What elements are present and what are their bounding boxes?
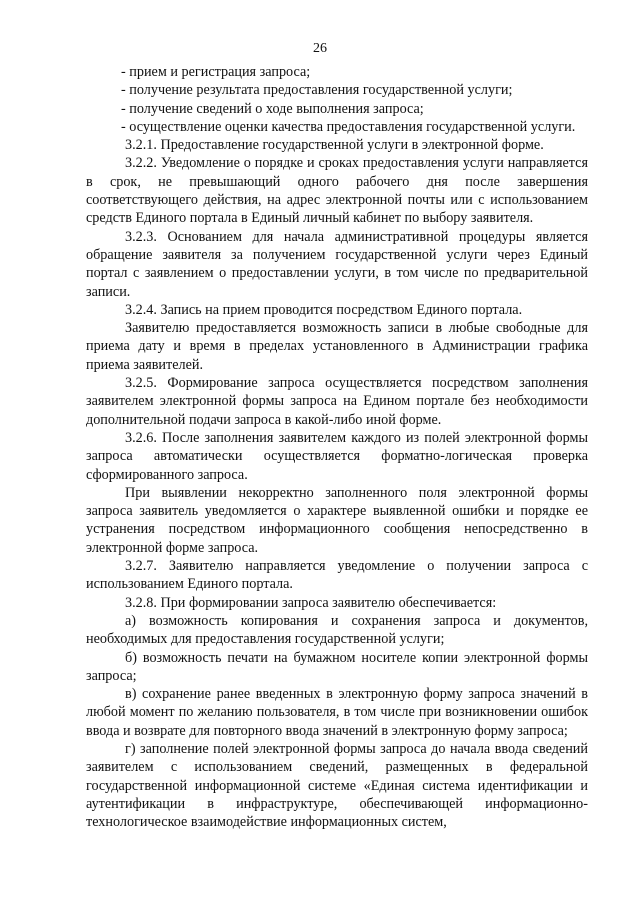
list-item-v: в) сохранение ранее введенных в электронную форму запроса значений в любой момент по желанию пользователя, в том числе при возникновении ошибок ввода и возврате для повторного ввода значений в электронную форму запроса;: [86, 686, 588, 739]
list-item-a: а) возможность копирования и сохранения запроса и документов, необходимых для предоставления государственной услуги;: [86, 612, 588, 648]
page-number: 26: [313, 41, 327, 56]
list-item: - осуществление оценки качества предоставления государственной услуги.: [121, 118, 576, 135]
list-item-b: б) возможность печати на бумажном носителе копии электронной формы запроса;: [86, 649, 588, 684]
document-body: [86, 63, 588, 831]
paragraph: Заявителю предоставляется возможность записи в любые свободные для приема дату и время в пределах установленного в Администрации графика приема заявителей.: [86, 320, 588, 373]
paragraph-3-2-5: 3.2.5. Формирование запроса осуществляется посредством заполнения заявителем электронной формы запроса на Едином портале без необходимости дополнительной подачи запроса в какой-либо иной форме.: [86, 375, 588, 428]
paragraph-3-2-6: 3.2.6. После заполнения заявителем каждого из полей электронной формы запроса автоматически осуществляется форматно-логическая проверка сформированного запроса.: [86, 429, 588, 483]
list-item: - получение сведений о ходе выполнения запроса;: [121, 100, 424, 117]
paragraph-3-2-4: 3.2.4. Запись на прием проводится посредством Единого портала.: [125, 301, 523, 318]
paragraph-3-2-8: 3.2.8. При формировании запроса заявителю обеспечивается:: [125, 594, 497, 611]
list-item: - получение результата предоставления государственной услуги;: [121, 82, 513, 99]
list-item: - прием и регистрация запроса;: [121, 64, 311, 80]
paragraph-3-2-1: 3.2.1. Предоставление государственной услуги в электронной форме.: [125, 137, 544, 154]
paragraph-3-2-3: 3.2.3. Основанием для начала административной процедуры является обращение заявителя за получением государственной услуги через Единый портал с заявлением о предоставлении услуги, в том числе по предварительной записи.: [86, 228, 588, 300]
paragraph-3-2-2: 3.2.2. Уведомление о порядке и сроках предоставления услуги направляется в срок, не превышающий одного рабочего дня после завершения соответствующего действия, на адрес электронной почты или с использованием средств Единого портала в Единый личный кабинет по выбору заявителя.: [86, 155, 588, 227]
paragraph-3-2-7: 3.2.7. Заявителю направляется уведомление о получении запроса с использованием Единого портала.: [86, 558, 588, 593]
list-item-g: г) заполнение полей электронной формы запроса до начала ввода сведений заявителем с использованием сведений, размещенных в федеральной государственной информационной системе «Единая система идентификации и аутентификации в инфраструктуре, обеспечивающей информационно-технологическое взаимодействие информационных систем,: [86, 740, 588, 831]
paragraph: При выявлении некорректно заполненного поля электронной формы запроса заявитель уведомляется о характере выявленной ошибки и порядке ее устранения посредством информационного сообщения непосредственно в электронной форме запроса.: [86, 484, 588, 556]
